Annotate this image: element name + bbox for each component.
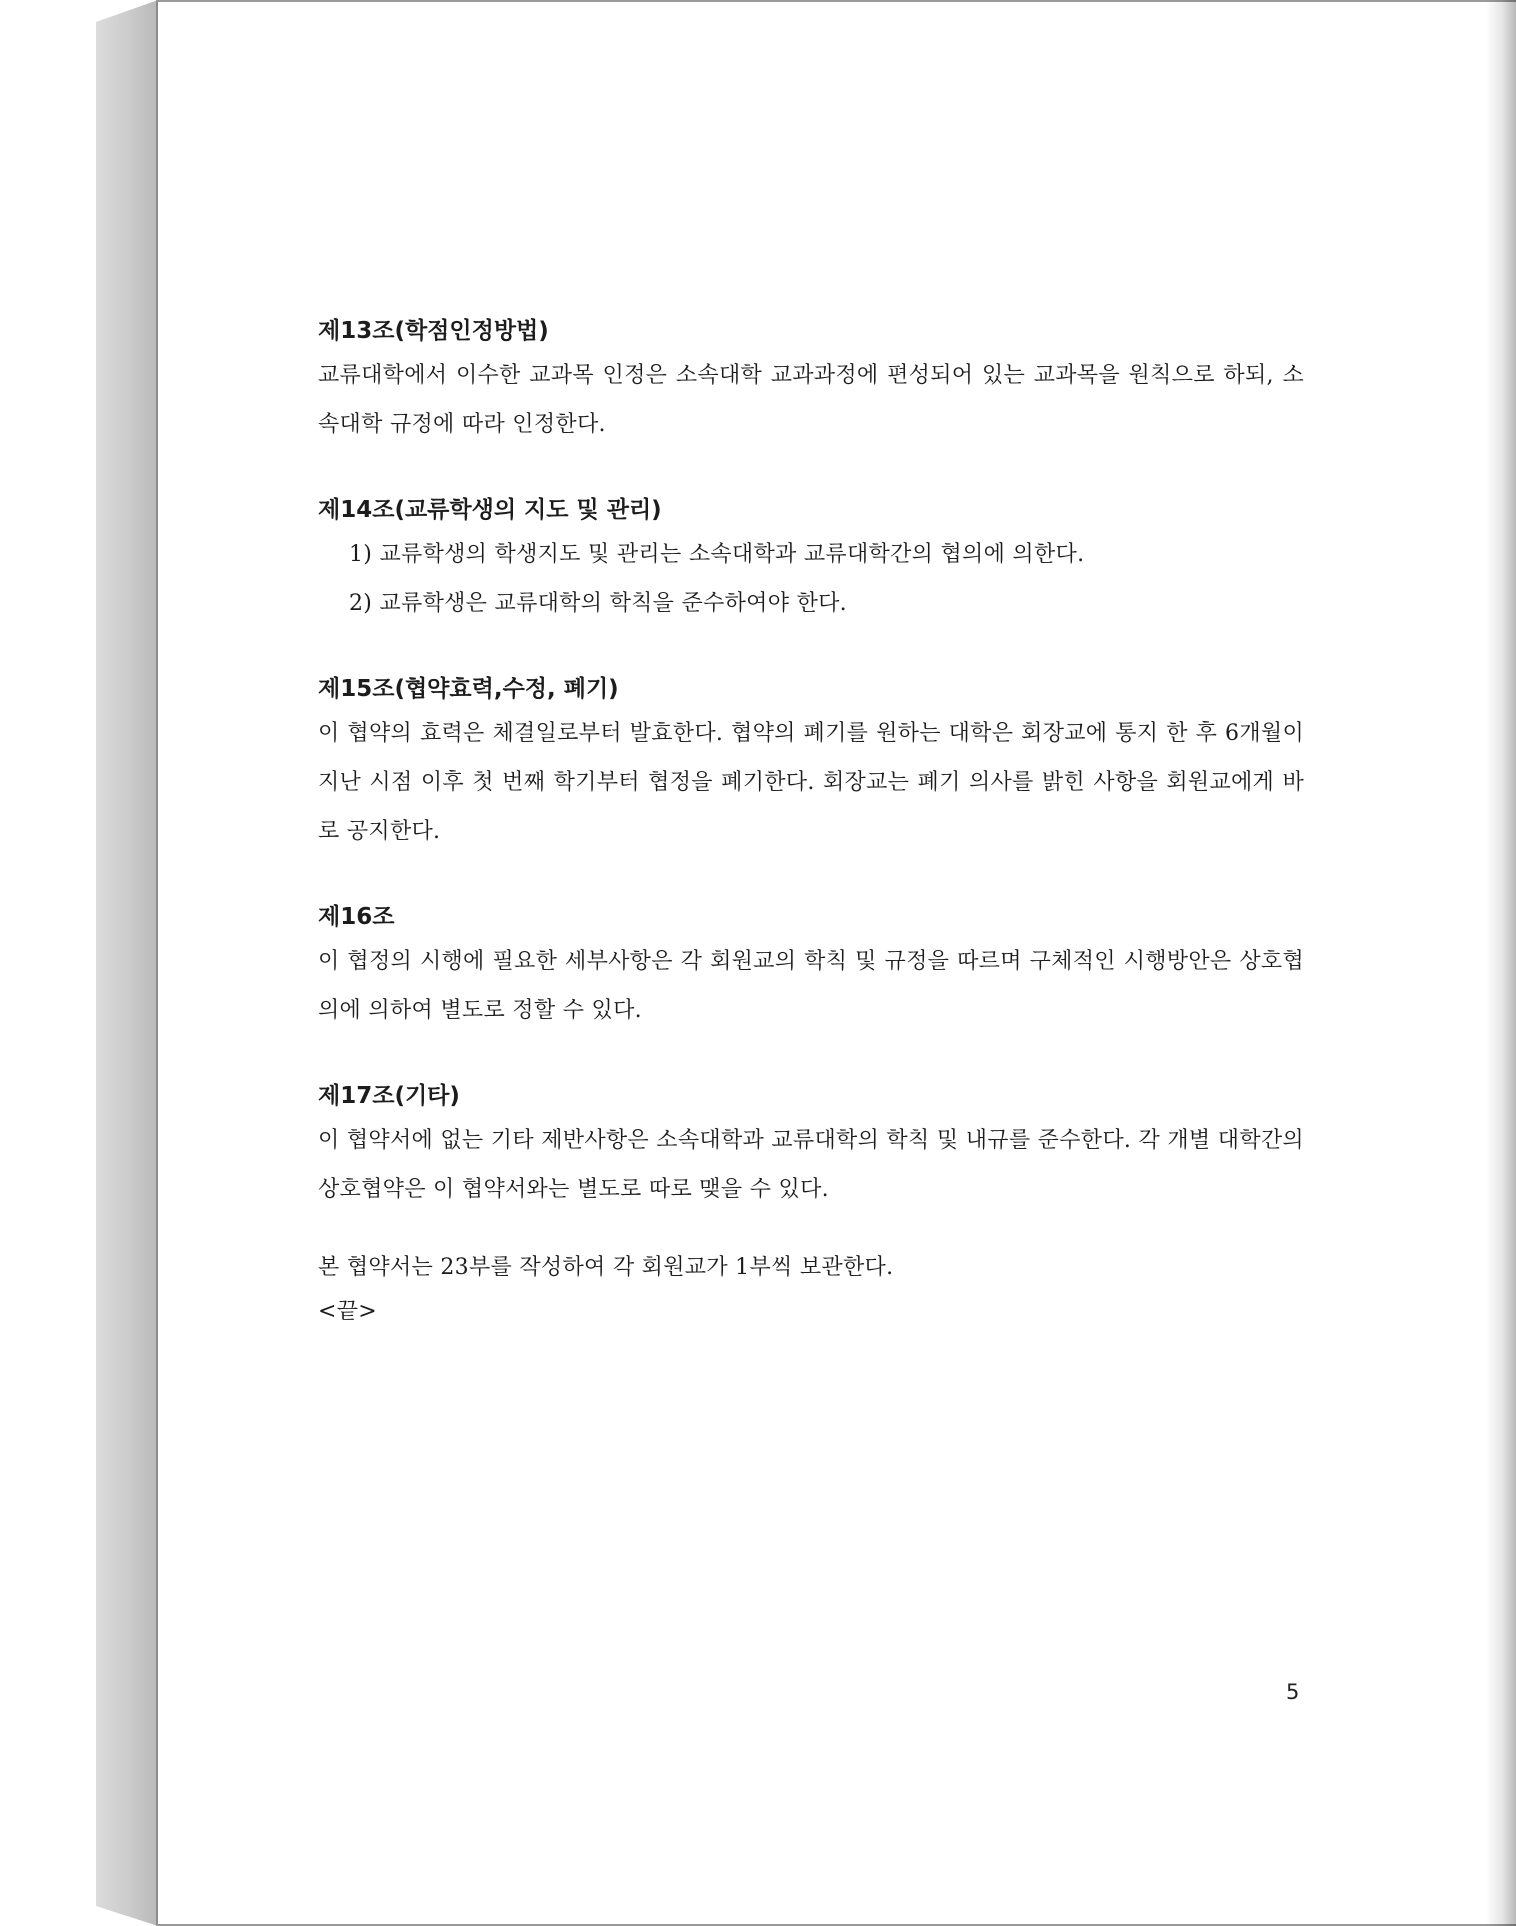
page-top-edge <box>156 0 1516 2</box>
article-17 <box>318 1076 1304 1214</box>
page-number: 5 <box>1286 1680 1300 1704</box>
spine-edge <box>156 0 158 1926</box>
page-content <box>318 311 1304 1334</box>
article-heading: 제17조(기타) <box>318 1083 460 1109</box>
closing-statement: 본 협약서는 23부를 작성하여 각 회원교가 1부씩 보관한다. <box>318 1255 894 1280</box>
binding-spine <box>96 0 158 1926</box>
list-item: 2) 교류학생은 교류대학의 학칙을 준수하여야 한다. <box>349 591 847 616</box>
article-heading: 제15조(협약효력,수정, 폐기) <box>318 676 619 702</box>
article-15 <box>318 669 1304 856</box>
article-13 <box>318 311 1304 449</box>
article-paragraph: 이 협정의 시행에 필요한 세부사항은 각 회원교의 학칙 및 규정을 따르며 구체적인 시행방안은 상호협의에 의하여 별도로 정할 수 있다. <box>318 949 1304 1023</box>
article-heading: 제16조 <box>318 904 395 930</box>
article-paragraph: 이 협약의 효력은 체결일로부터 발효한다. 협약의 폐기를 원하는 대학은 회장교에 통지 한 후 6개월이 지난 시점 이후 첫 번째 학기부터 협정을 폐기한다. 회장교는 폐기 의사를 밝힌 사항을 회원교에게 바로 공지한다. <box>318 721 1304 844</box>
end-mark: <끝> <box>318 1299 378 1324</box>
page-right-shadow <box>1486 0 1516 1926</box>
article-heading: 제13조(학점인정방법) <box>318 318 549 344</box>
article-paragraph: 이 협약서에 없는 기타 제반사항은 소속대학과 교류대학의 학칙 및 내규를 준수한다. 각 개별 대학간의 상호협약은 이 협약서와는 별도로 따로 맺을 수 있다. <box>318 1128 1304 1202</box>
article-14 <box>318 490 1304 628</box>
article-heading: 제14조(교류학생의 지도 및 관리) <box>318 497 662 523</box>
article-16 <box>318 897 1304 1035</box>
article-paragraph: 교류대학에서 이수한 교과목 인정은 소속대학 교과과정에 편성되어 있는 교과목을 원칙으로 하되, 소속대학 규정에 따라 인정한다. <box>318 363 1304 437</box>
list-item: 1) 교류학생의 학생지도 및 관리는 소속대학과 교류대학간의 협의에 의한다. <box>349 542 1085 567</box>
